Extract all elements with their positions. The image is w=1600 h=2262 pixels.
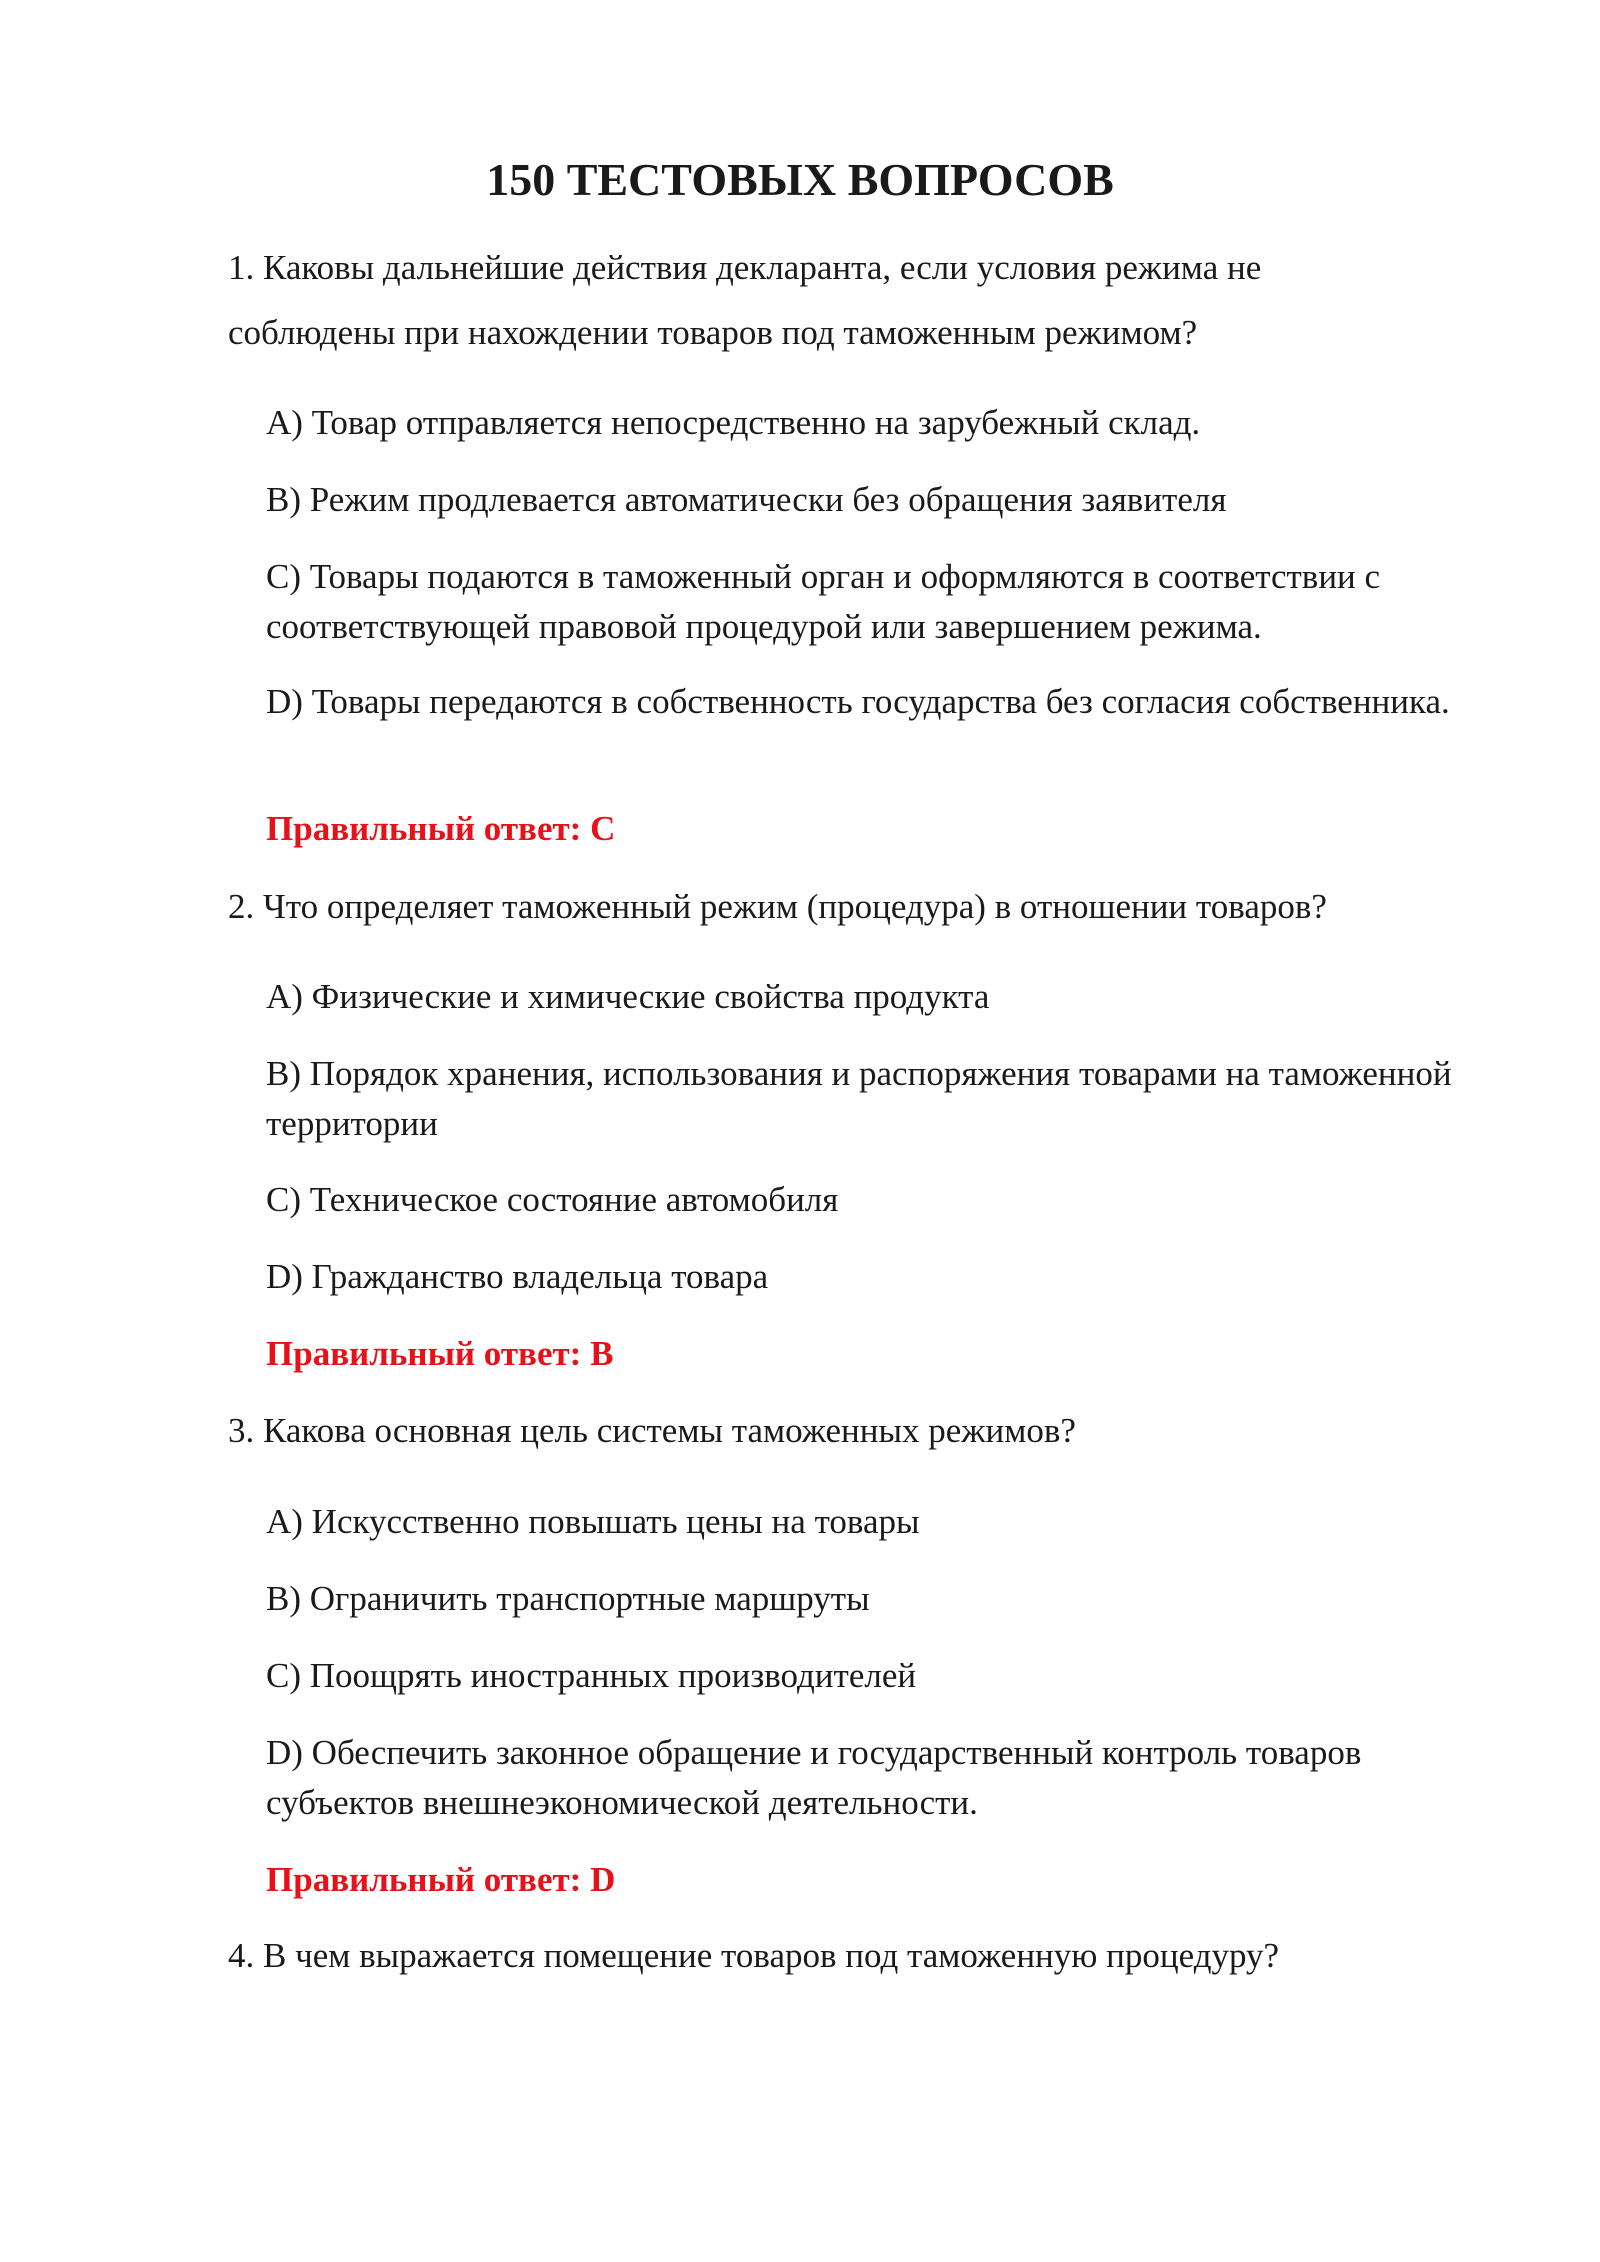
q3-option-a: A) Искусственно повышать цены на товары bbox=[266, 1502, 920, 1541]
q1-option-c: C) Товары подаются в таможенный орган и оформляются в соответствии с соответствующей правовой процедурой или завершением режима. bbox=[266, 557, 1381, 646]
q2-option-b: B) Порядок хранения, использования и распоряжения товарами на таможенной территории bbox=[266, 1054, 1452, 1143]
q2-option-c: C) Техническое состояние автомобиля bbox=[266, 1180, 839, 1219]
q3-option-d: D) Обеспечить законное обращение и государственный контроль товаров субъектов внешнеэкономической деятельности. bbox=[266, 1733, 1362, 1822]
q3-option-c: C) Поощрять иностранных производителей bbox=[266, 1656, 917, 1695]
q2-option-a: A) Физические и химические свойства продукта bbox=[266, 977, 990, 1016]
q3-option-b: B) Ограничить транспортные маршруты bbox=[266, 1579, 870, 1618]
q3-correct-answer: Правильный ответ: D bbox=[266, 1860, 616, 1899]
question-2: 2. Что определяет таможенный режим (процедура) в отношении товаров? bbox=[228, 887, 1327, 926]
q1-option-d: D) Товары передаются в собственность государства без согласия собственника. bbox=[266, 682, 1450, 721]
page-title: 150 ТЕСТОВЫХ ВОПРОСОВ bbox=[486, 154, 1114, 205]
question-1: 1. Каковы дальнейшие действия декларанта, если условия режима не соблюдены при нахождении товаров под таможенным режимом? bbox=[228, 248, 1262, 352]
q2-correct-answer: Правильный ответ: B bbox=[266, 1334, 614, 1373]
q1-option-b: B) Режим продлевается автоматически без обращения заявителя bbox=[266, 480, 1227, 519]
q1-option-a: A) Товар отправляется непосредственно на зарубежный склад. bbox=[266, 403, 1201, 442]
question-4: 4. В чем выражается помещение товаров под таможенную процедуру? bbox=[228, 1936, 1280, 1975]
question-3: 3. Какова основная цель системы таможенных режимов? bbox=[228, 1411, 1076, 1450]
q2-option-d: D) Гражданство владельца товара bbox=[266, 1257, 769, 1296]
q1-correct-answer: Правильный ответ: C bbox=[266, 809, 616, 848]
